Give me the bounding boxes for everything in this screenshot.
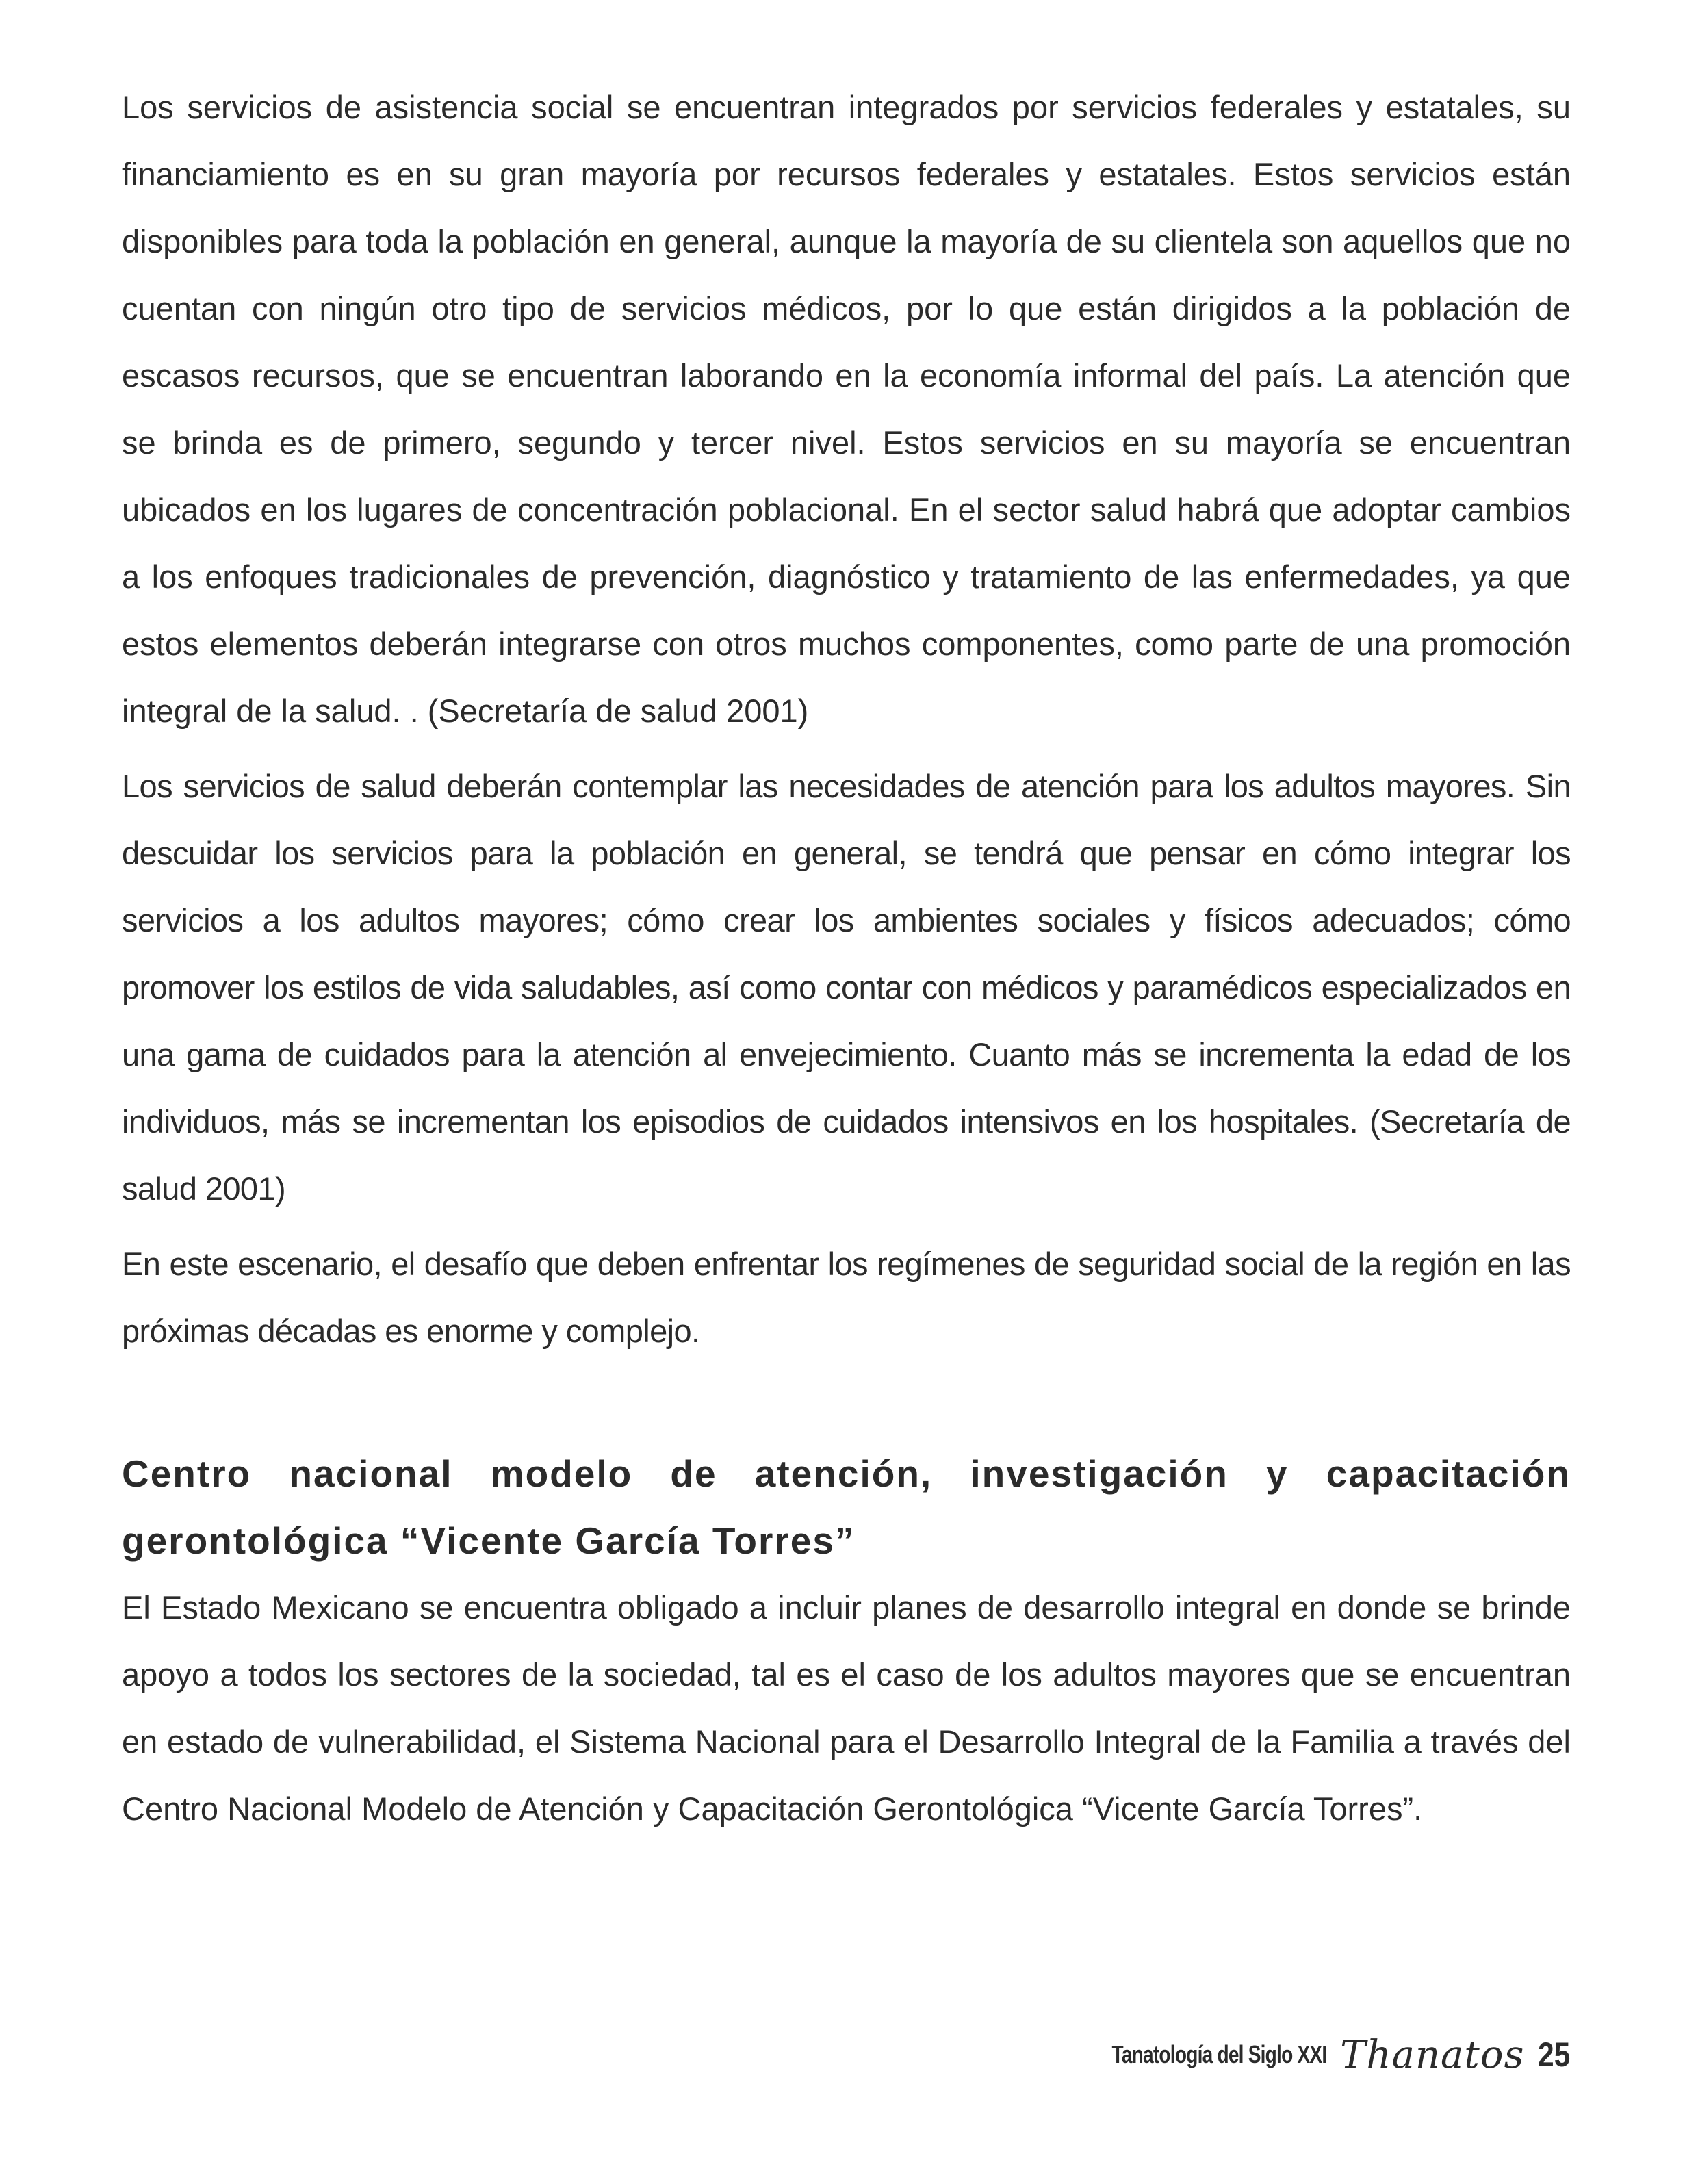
section-heading: Centro nacional modelo de atención, investigación y capacitación gerontológica “Vicente García Torres” bbox=[122, 1452, 1571, 1562]
paragraph-asistencia-social: Los servicios de asistencia social se encuentran integrados por servicios federales y estatales, su financiamiento es en su gran mayoría por recursos federales y estatales. Estos servicios están disponibles para toda la población en general, aunque la mayoría de su clientela son aquellos que no cuentan con ningún otro tipo de servicios médicos, por lo que están dirigidos a la población de escasos recursos, que se encuentran laborando en la economía informal del país. La atención que se brinda es de primero, segundo y tercer nivel. Estos servicios en su mayoría se encuentran ubicados en los lugares de concentración poblacional. En el sector salud habrá que adoptar cambios a los enfoques tradicionales de prevención, diagnóstico y tratamiento de las enfermedades, ya que estos elementos deberán integrarse con otros muchos componentes, como parte de una promoción integral de la salud. . (Secretaría de salud 2001) bbox=[122, 89, 1571, 729]
page-footer bbox=[1051, 2027, 1576, 2082]
footer-series-title: Tanatología del Siglo XXI bbox=[1111, 2040, 1327, 2068]
thanatos-logo: Thanatos bbox=[1340, 2032, 1525, 2077]
page-body bbox=[122, 74, 1571, 1851]
paragraph-escenario: En este escenario, el desafío que deben enfrentar los regímenes de seguridad social de la región en las próximas décadas es enorme y complejo. bbox=[122, 1246, 1571, 1349]
page-number: 25 bbox=[1538, 2035, 1571, 2074]
paragraph-servicios-salud: Los servicios de salud deberán contemplar las necesidades de atención para los adultos mayores. Sin descuidar los servicios para la población en general, se tendrá que pensar en cómo integrar los servicios a los adultos mayores; cómo crear los ambientes sociales y físicos adecuados; cómo promover los estilos de vida saludables, así como contar con médicos y paramédicos especializados en una gama de cuidados para la atención al envejecimiento. Cuanto más se incrementa la edad de los individuos, más se incrementan los episodios de cuidados intensivos en los hospitales. (Secretaría de salud 2001) bbox=[122, 768, 1571, 1207]
paragraph-estado-mexicano: El Estado Mexicano se encuentra obligado a incluir planes de desarrollo integral en donde se brinde apoyo a todos los sectores de la sociedad, tal es el caso de los adultos mayores que se encuentran en estado de vulnerabilidad, el Sistema Nacional para el Desarrollo Integral de la Familia a través del Centro Nacional Modelo de Atención y Capacitación Gerontológica “Vicente García Torres”. bbox=[122, 1589, 1571, 1827]
